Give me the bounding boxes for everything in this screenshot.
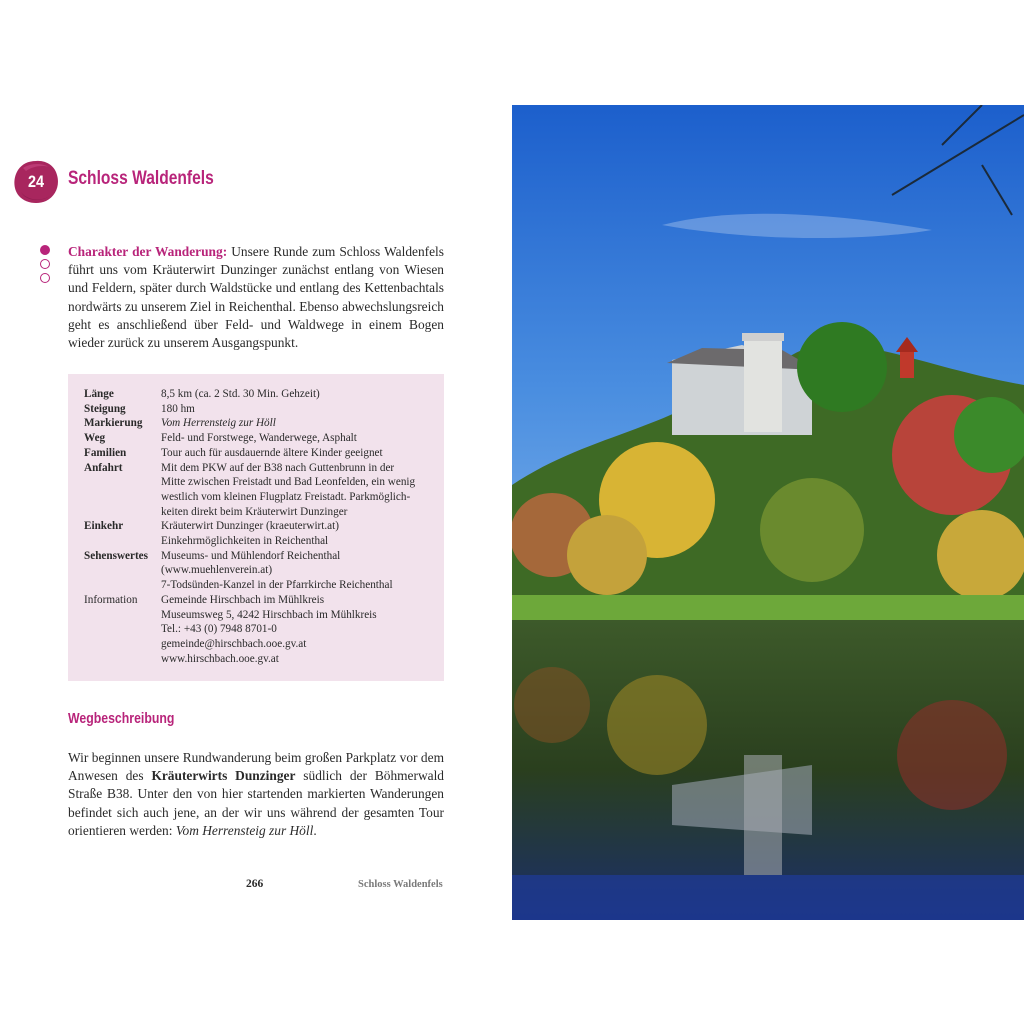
info-row-information — [84, 593, 415, 667]
route-paragraph — [68, 749, 444, 840]
route-text: südlich der Böhmerwald Straße B38. Unter den von hier startenden markierten Wanderungen befindet sich auch jene, an der wir uns während der gesamten Tour orientieren werden: — [68, 768, 444, 838]
difficulty-indicator — [40, 245, 50, 287]
info-line: Kräuterwirt Dunzinger (kraeuterwirt.at) — [161, 520, 339, 533]
info-key: Steigung — [84, 402, 126, 415]
page-number: 266 — [246, 878, 264, 890]
intro-paragraph — [68, 243, 444, 352]
castle-lake-photo — [512, 105, 1024, 920]
info-row-sehenswertes — [84, 549, 415, 593]
info-row-familien — [84, 446, 415, 461]
chapter-badge — [13, 160, 59, 204]
info-value: 8,5 km (ca. 2 Std. 30 Min. Gehzeit) — [161, 388, 320, 400]
info-line: Einkehrmöglichkeiten in Reichenthal — [161, 535, 329, 548]
info-line: gemeinde@hirschbach.ooe.gv.at — [161, 637, 307, 650]
info-value: Tour auch für ausdauernde ältere Kinder geeignet — [161, 446, 383, 459]
info-line: (www.muehlenverein.at) — [161, 564, 273, 577]
difficulty-dot-empty — [40, 273, 50, 283]
info-key: Information — [84, 593, 138, 606]
info-value — [161, 549, 415, 593]
info-line: keiten direkt beim Kräuterwirt Dunzinger — [161, 505, 348, 518]
info-key: Anfahrt — [84, 461, 123, 474]
difficulty-dot-filled — [40, 245, 50, 255]
info-row-weg — [84, 431, 415, 446]
info-value — [161, 593, 415, 667]
info-line: www.hirschbach.ooe.gv.at — [161, 652, 279, 665]
info-row-markierung — [84, 416, 415, 431]
info-table — [84, 387, 415, 666]
chapter-title: Schloss Waldenfels — [68, 168, 214, 189]
info-value: Feld- und Forstwege, Wanderwege, Asphalt — [161, 432, 357, 445]
info-line: Gemeinde Hirschbach im Mühlkreis — [161, 593, 325, 606]
info-box — [68, 374, 444, 681]
route-italic: Vom Herrensteig zur Höll — [175, 822, 314, 838]
info-key: Markierung — [84, 417, 143, 430]
info-value: Vom Herrensteig zur Höll — [161, 417, 276, 430]
info-value — [161, 519, 415, 548]
running-title: Schloss Waldenfels — [358, 879, 443, 890]
info-row-steigung — [84, 402, 415, 417]
info-line: Museums- und Mühlendorf Reichenthal — [161, 549, 341, 562]
info-line: westlich vom kleinen Flugplatz Freistadt. Parkmöglich- — [161, 490, 411, 503]
route-text: Wir beginnen unsere Rundwanderung beim großen Parkplatz vor dem Anwesen des — [68, 750, 444, 784]
info-row-einkehr — [84, 519, 415, 548]
info-line: Tel.: +43 (0) 7948 8701-0 — [161, 623, 277, 636]
info-line: Mitte zwischen Freistadt und Bad Leonfelden, ein wenig — [161, 476, 416, 489]
info-value — [161, 461, 415, 520]
intro-text: Unsere Runde zum Schloss Waldenfels führt uns vom Kräuterwirt Dunzinger zunächst entlang von Wiesen und Feldern, später durch Waldstücke und entlang des Kettenbachtals nordwärts zu unserem Ziel in Reichenthal. Ebenso abwechslungsreich geht es anschließend über Feld- und Waldwege in einem Bogen wieder zurück zu unserem Ausgangspunkt. — [68, 244, 444, 351]
info-row-anfahrt — [84, 461, 415, 520]
chapter-number: 24 — [27, 172, 45, 191]
info-key: Familien — [84, 446, 127, 459]
info-row-laenge — [84, 387, 415, 402]
difficulty-dot-empty — [40, 259, 50, 269]
route-text: . — [313, 822, 317, 838]
info-key: Sehenswertes — [84, 549, 149, 562]
info-line: Mit dem PKW auf der B38 nach Guttenbrunn in der — [161, 461, 395, 474]
info-value: 180 hm — [161, 402, 195, 415]
info-key: Länge — [84, 388, 114, 400]
intro-label: Charakter der Wanderung: — [68, 244, 228, 259]
info-key: Einkehr — [84, 520, 124, 533]
route-bold: Kräuterwirts Dunzinger — [151, 768, 296, 784]
info-line: 7-Todsünden-Kanzel in der Pfarrkirche Reichenthal — [161, 579, 393, 592]
info-key: Weg — [84, 432, 106, 445]
section-heading: Wegbeschreibung — [68, 710, 175, 727]
info-line: Museumsweg 5, 4242 Hirschbach im Mühlkreis — [161, 608, 377, 621]
